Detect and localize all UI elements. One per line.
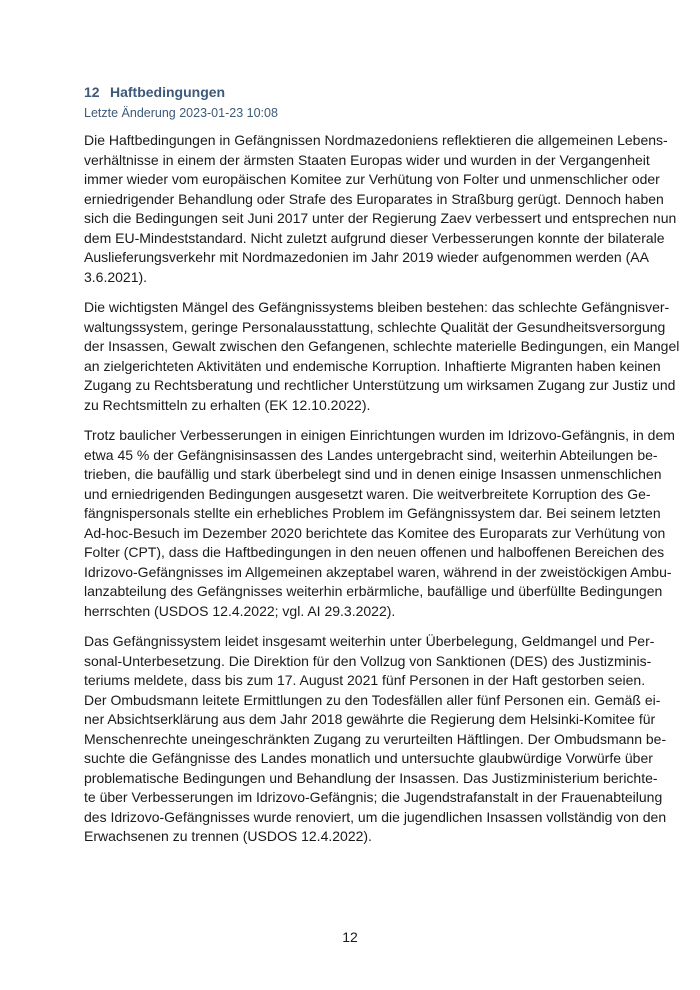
text-line: Folter (CPT), dass die Haftbedingungen in den neuen offenen und halboffenen Bereichen des <box>84 544 665 560</box>
text-line: teriums meldete, dass bis zum 17. August 2021 fünf Personen in der Haft gestorben seien. <box>84 672 646 688</box>
paragraph <box>84 298 680 415</box>
text-line: waltungssystem, geringe Personalausstattung, schlechte Qualität der Gesundheitsversorgung <box>84 318 666 335</box>
section-title: Haftbedingungen <box>110 84 226 100</box>
paragraph <box>84 632 667 847</box>
text-line: Trotz baulicher Verbesserungen in einigen Einrichtungen wurden im Idrizovo-Gefängnis, in dem <box>84 427 675 443</box>
text-line: herrschten (USDOS 12.4.2022; vgl. AI 29.3.2022). <box>84 602 396 619</box>
text-line: Ad-hoc-Besuch im Dezember 2020 berichtete das Komitee des Europarats zur Verhütung von <box>84 524 666 541</box>
page-number: 12 <box>342 929 358 945</box>
text-line: verhältnisse in einem der ärmsten Staaten Europas wider und wurden in der Vergangenheit <box>84 151 650 168</box>
text-line: erniedrigender Behandlung oder Strafe des Europarates in Straßburg gerügt. Dennoch haben <box>84 190 664 207</box>
section-number: 12 <box>84 84 100 100</box>
text-line: Erwachsenen zu trennen (USDOS 12.4.2022). <box>84 828 372 844</box>
text-line: suchte die Gefängnisse des Landes monatlich und untersuchte glaubwürdige Vorwürfe über <box>84 750 653 766</box>
text-line: und erniedrigenden Bedingungen ausgesetzt waren. Die weitverbreitete Korruption des Ge- <box>84 485 651 502</box>
text-line: Zugang zu Rechtsberatung und rechtlicher Unterstützung um wirksamen Zugang zur Justiz und <box>84 377 676 393</box>
text-line: sonal-Unterbesetzung. Die Direktion für den Vollzug von Sanktionen (DES) des Justizminis- <box>84 652 652 669</box>
text-line: Das Gefängnissystem leidet insgesamt weiterhin unter Überbelegung, Geldmangel und Per- <box>84 633 655 649</box>
text-line: an zielgerichteten Aktivitäten und endemische Korruption. Inhaftierte Migranten haben keinen <box>84 357 661 374</box>
text-line: 3.6.2021). <box>84 268 148 285</box>
text-line: Die wichtigsten Mängel des Gefängnissystems bleiben bestehen: das schlechte Gefängnisver- <box>84 299 670 315</box>
text-line: dem EU-Mindeststandard. Nicht zuletzt aufgrund dieser Verbesserungen konnte der bilaterale <box>84 229 665 246</box>
text-line: zu Rechtsmitteln zu erhalten (EK 12.10.2022). <box>84 396 371 413</box>
text-line: Der Ombudsmann leitete Ermittlungen zu den Todesfällen aller fünf Personen ein. Gemäß ei- <box>84 691 661 708</box>
paragraph <box>84 426 675 621</box>
text-line: Auslieferungsverkehr mit Nordmazedonien im Jahr 2019 wieder aufgenommen werden (AA <box>84 249 649 265</box>
text-line: problematische Bedingungen und Behandlung der Insassen. Das Justizministerium berichte- <box>84 769 658 786</box>
text-line: sich die Bedingungen seit Juni 2017 unter der Regierung Zaev verbessert und entsprechen nun <box>84 210 677 226</box>
text-line: te über Verbesserungen im Idrizovo-Gefängnis; die Jugendstrafanstalt in der Frauenabteilung <box>84 789 663 805</box>
text-line: lanzabteilung des Gefängnisses weiterhin erbärmliche, baufällige und überfüllte Bedingungen <box>84 583 663 599</box>
last-modified: Letzte Änderung 2023-01-23 10:08 <box>84 106 278 120</box>
text-line: fängnispersonals stellte ein erhebliches Problem im Gefängnissystem dar. Bei seinem letzten <box>84 505 661 521</box>
text-line: des Idrizovo-Gefängnisses wurde renoviert, um die jugendlichen Insassen vollständig von den <box>84 808 667 825</box>
text-line: Idrizovo-Gefängnisses im Allgemeinen akzeptabel waren, während in der zweistöckigen Ambu- <box>84 563 672 580</box>
text-line: immer wieder vom europäischen Komitee zur Verhütung von Folter und unmenschlicher oder <box>84 171 660 187</box>
text-line: der Insassen, Gewalt zwischen den Gefangenen, schlechte materielle Bedingungen, ein Mangel <box>84 338 680 354</box>
text-line: Menschenrechte uneingeschränkten Zugang zu verurteilten Häftlingen. Der Ombudsmann be- <box>84 730 667 747</box>
text-line: ner Absichtserklärung aus dem Jahr 2018 gewährte die Regierung dem Helsinki-Komitee für <box>84 711 656 727</box>
document-body <box>84 131 680 858</box>
text-line: trieben, die baufällig und stark überbelegt sind und in denen einige Insassen unmenschlichen <box>84 466 662 482</box>
paragraph <box>84 131 677 287</box>
text-line: Die Haftbedingungen in Gefängnissen Nordmazedoniens reflektieren die allgemeinen Lebens- <box>84 132 668 148</box>
section-heading <box>84 84 225 100</box>
text-line: etwa 45 % der Gefängnisinsassen des Landes untergebracht sind, weiterhin Abteilungen be- <box>84 446 658 463</box>
